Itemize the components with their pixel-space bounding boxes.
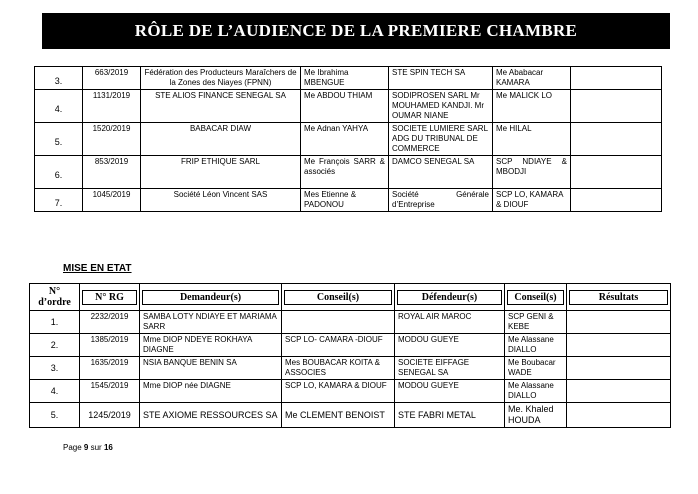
rg-number: 1131/2019 bbox=[83, 90, 141, 123]
conseil-2-cell: Me Ababacar KAMARA bbox=[493, 67, 571, 90]
row-number: 3. bbox=[30, 357, 80, 380]
conseil-2-cell: Me Alassane DIALLO bbox=[505, 334, 567, 357]
row-number: 4. bbox=[35, 90, 83, 123]
demandeur-cell: SAMBA LOTY NDIAYE ET MARIAMA SARR bbox=[140, 311, 282, 334]
mise-en-etat-table bbox=[29, 283, 671, 428]
demandeur-cell: BABACAR DIAW bbox=[141, 123, 301, 156]
demandeur-cell: Mme DIOP NDEYE ROKHAYA DIAGNE bbox=[140, 334, 282, 357]
row-number: 7. bbox=[35, 189, 83, 212]
resultats-cell bbox=[567, 403, 671, 428]
conseil-cell: Mes BOUBACAR KOITA & ASSOCIES bbox=[282, 357, 395, 380]
conseil-2-cell: Me MALICK LO bbox=[493, 90, 571, 123]
table-row bbox=[35, 90, 662, 123]
resultats-cell bbox=[571, 156, 662, 189]
header-defendeur: Défendeur(s) bbox=[395, 284, 505, 311]
table-row bbox=[35, 123, 662, 156]
rg-number: 853/2019 bbox=[83, 156, 141, 189]
rg-number: 1045/2019 bbox=[83, 189, 141, 212]
row-number: 3. bbox=[35, 67, 83, 90]
conseil-cell: Me ABDOU THIAM bbox=[301, 90, 389, 123]
resultats-cell bbox=[571, 67, 662, 90]
row-number: 5. bbox=[35, 123, 83, 156]
demandeur-cell: Fédération des Producteurs Maraîchers de la Zones des Niayes (FPNN) bbox=[141, 67, 301, 90]
conseil-cell: Me Adnan YAHYA bbox=[301, 123, 389, 156]
conseil-2-cell: SCP NDIAYE & MBODJI bbox=[493, 156, 571, 189]
defendeur-cell: SOCIETE LUMIERE SARL ADG DU TRIBUNAL DE COMMERCE bbox=[389, 123, 493, 156]
header-demandeur: Demandeur(s) bbox=[140, 284, 282, 311]
hearing-table-top bbox=[34, 66, 662, 212]
resultats-cell bbox=[571, 123, 662, 156]
row-number: 1. bbox=[30, 311, 80, 334]
table-row bbox=[30, 311, 671, 334]
conseil-2-cell: Me Alassane DIALLO bbox=[505, 380, 567, 403]
conseil-cell: Me CLEMENT BENOIST bbox=[282, 403, 395, 428]
conseil-cell: Me Ibrahima MBENGUE bbox=[301, 67, 389, 90]
rg-number: 1385/2019 bbox=[80, 334, 140, 357]
defendeur-cell: Société Générale d’Entreprise bbox=[389, 189, 493, 212]
row-number: 6. bbox=[35, 156, 83, 189]
conseil-cell: Mes Etienne & PADONOU bbox=[301, 189, 389, 212]
header-rg: N° RG bbox=[80, 284, 140, 311]
page-title: RÔLE DE L’AUDIENCE DE LA PREMIERE CHAMBRE bbox=[134, 21, 578, 40]
row-number: 2. bbox=[30, 334, 80, 357]
demandeur-cell: Mme DIOP née DIAGNE bbox=[140, 380, 282, 403]
demandeur-cell: NSIA BANQUE BENIN SA bbox=[140, 357, 282, 380]
table-row bbox=[35, 67, 662, 90]
resultats-cell bbox=[571, 90, 662, 123]
defendeur-cell: SOCIETE EIFFAGE SENEGAL SA bbox=[395, 357, 505, 380]
header-conseil: Conseil(s) bbox=[282, 284, 395, 311]
conseil-cell: SCP LO- CAMARA -DIOUF bbox=[282, 334, 395, 357]
conseil-cell: SCP LO, KAMARA & DIOUF bbox=[282, 380, 395, 403]
resultats-cell bbox=[567, 357, 671, 380]
conseil-cell: Me François SARR & associés bbox=[301, 156, 389, 189]
resultats-cell bbox=[567, 380, 671, 403]
header-conseil-2: Conseil(s) bbox=[505, 284, 567, 311]
demandeur-cell: STE ALIOS FINANCE SENEGAL SA bbox=[141, 90, 301, 123]
demandeur-cell: FRIP ETHIQUE SARL bbox=[141, 156, 301, 189]
resultats-cell bbox=[571, 189, 662, 212]
table-row bbox=[30, 334, 671, 357]
header-ordre: N° d’ordre bbox=[30, 284, 80, 311]
rg-number: 663/2019 bbox=[83, 67, 141, 90]
defendeur-cell: DAMCO SENEGAL SA bbox=[389, 156, 493, 189]
conseil-cell bbox=[282, 311, 395, 334]
conseil-2-cell: SCP LO, KAMARA & DIOUF bbox=[493, 189, 571, 212]
resultats-cell bbox=[567, 311, 671, 334]
rg-number: 1520/2019 bbox=[83, 123, 141, 156]
defendeur-cell: ROYAL AIR MAROC bbox=[395, 311, 505, 334]
header-resultats: Résultats bbox=[567, 284, 671, 311]
conseil-2-cell: Me Boubacar WADE bbox=[505, 357, 567, 380]
row-number: 4. bbox=[30, 380, 80, 403]
resultats-cell bbox=[567, 334, 671, 357]
conseil-2-cell: Me HILAL bbox=[493, 123, 571, 156]
defendeur-cell: SODIPROSEN SARL Mr MOUHAMED KANDJI. Mr OUMAR NIANE bbox=[389, 90, 493, 123]
table-row bbox=[30, 357, 671, 380]
rg-number: 2232/2019 bbox=[80, 311, 140, 334]
rg-number: 1545/2019 bbox=[80, 380, 140, 403]
table-header-row bbox=[30, 284, 671, 311]
conseil-2-cell: SCP GENI & KEBE bbox=[505, 311, 567, 334]
section-title-mise-en-etat: MISE EN ETAT bbox=[63, 263, 132, 274]
defendeur-cell: MODOU GUEYE bbox=[395, 380, 505, 403]
row-number: 5. bbox=[30, 403, 80, 428]
page-footer: Page 9 sur 16 bbox=[63, 443, 113, 452]
table-row bbox=[30, 403, 671, 428]
demandeur-cell: STE AXIOME RESSOURCES SA bbox=[140, 403, 282, 428]
table-row bbox=[30, 380, 671, 403]
demandeur-cell: Société Léon Vincent SAS bbox=[141, 189, 301, 212]
defendeur-cell: MODOU GUEYE bbox=[395, 334, 505, 357]
defendeur-cell: STE SPIN TECH SA bbox=[389, 67, 493, 90]
table-row bbox=[35, 156, 662, 189]
rg-number: 1635/2019 bbox=[80, 357, 140, 380]
defendeur-cell: STE FABRI METAL bbox=[395, 403, 505, 428]
rg-number: 1245/2019 bbox=[80, 403, 140, 428]
table-row bbox=[35, 189, 662, 212]
page-title-banner bbox=[42, 13, 670, 49]
conseil-2-cell: Me. Khaled HOUDA bbox=[505, 403, 567, 428]
